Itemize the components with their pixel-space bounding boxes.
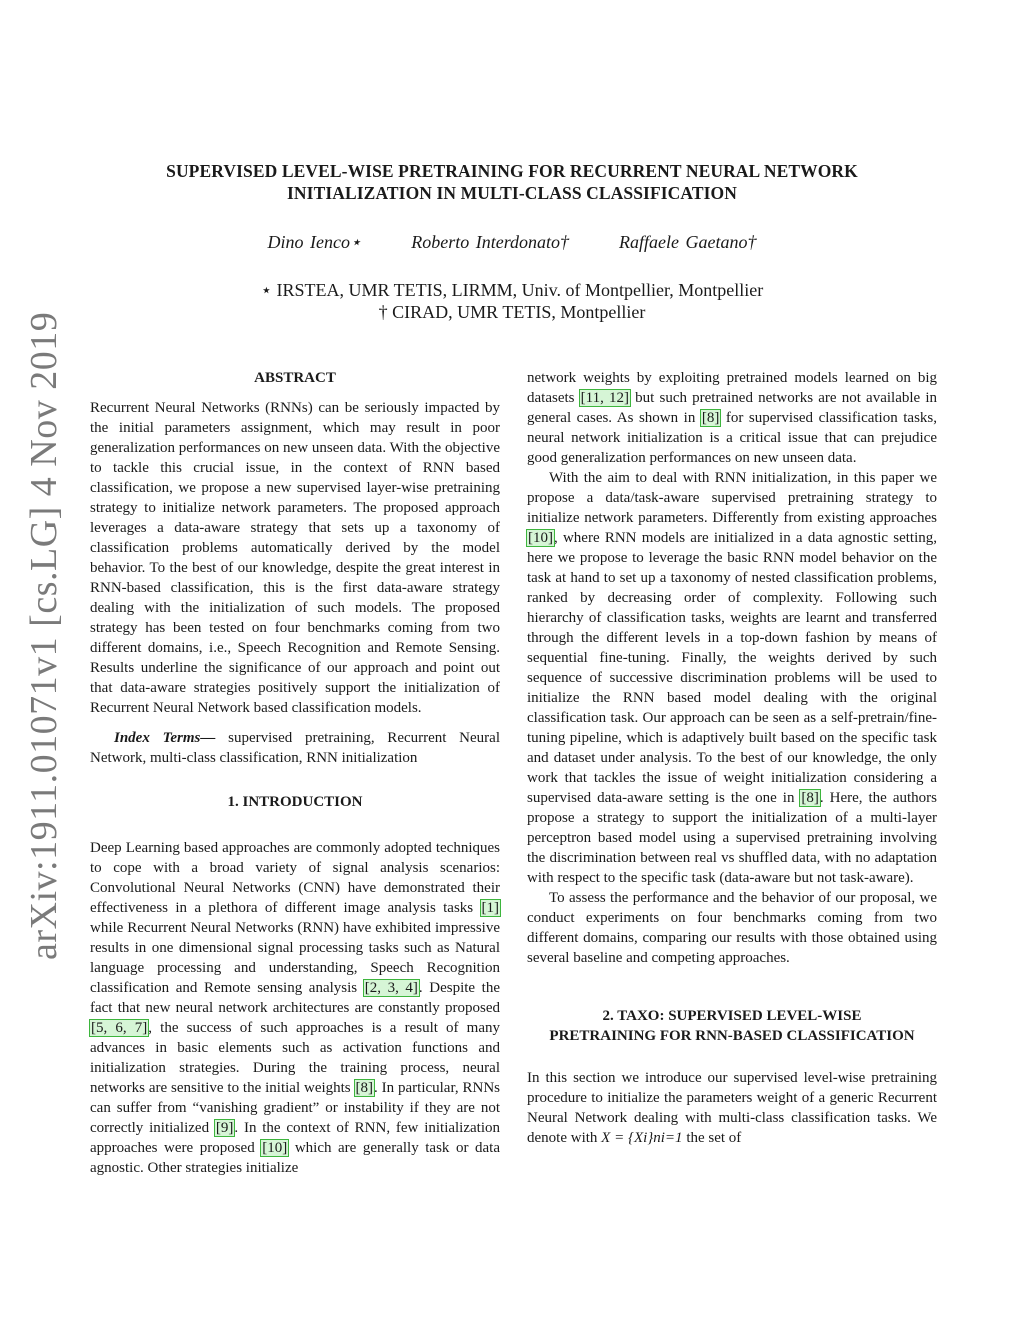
citation-link[interactable]: [10] bbox=[262, 1140, 288, 1156]
affiliation-1: ⋆ IRSTEA, UMR TETIS, LIRMM, Univ. of Montpellier, Montpellier bbox=[260, 280, 764, 300]
citation-link[interactable]: [9] bbox=[215, 1120, 234, 1136]
citation-link[interactable]: [8] bbox=[355, 1080, 374, 1096]
author-3: Raffaele Gaetano† bbox=[619, 232, 757, 252]
citation-link[interactable]: [8] bbox=[701, 410, 720, 426]
abstract-heading: ABSTRACT bbox=[254, 370, 336, 386]
index-terms-text: supervised pretraining, Recurrent Neural Network, multi-class classification, RNN initialization bbox=[90, 730, 500, 766]
arxiv-watermark: arXiv:1911.01071v1 [cs.LG] 4 Nov 2019 bbox=[23, 311, 65, 960]
citation-link[interactable]: [5, 6, 7] bbox=[91, 1020, 148, 1036]
right-column bbox=[527, 368, 937, 1148]
citation-link[interactable]: [2, 3, 4] bbox=[364, 980, 418, 996]
taxo-heading bbox=[527, 1006, 937, 1046]
intro-continued-paragraph: network weights by exploiting pretrained models learned on big datasets [11, 12] but such pretrained networks are not available in general cases. As shown in [8] for supervised classification tasks, neural network initialization is a critical issue that can prejudice good generalization performances on new unseen data. bbox=[527, 370, 938, 466]
author-list bbox=[160, 232, 864, 253]
abstract-text: Recurrent Neural Networks (RNNs) can be seriously impacted by the initial parameters assignment, which may result in poor generalization performances on new unseen data. With the objective to tackle this crucial issue, in the context of RNN based classification, we propose a new supervised layer-wise pretraining strategy to initialize network parameters. The proposed approach leverages a data-aware strategy that sets up a taxonomy of classification problems automatically derived by the model behavior. To the best of our knowledge, despite the great interest in RNN-based classification, this is the first data-aware strategy dealing with the initialization of such models. The proposed strategy has been tested on four benchmarks coming from two different domains, i.e., Speech Recognition and Remote Sensing. Results underline the significance of our approach and point out that data-aware strategies positively support the initialization of Recurrent Neural Network based classification models. bbox=[90, 400, 500, 716]
index-terms-label: Index Terms— bbox=[114, 730, 216, 746]
title-line-1: SUPERVISED LEVEL-WISE PRETRAINING FOR RECURRENT NEURAL NETWORK bbox=[166, 161, 858, 181]
intro-paragraph: Deep Learning based approaches are commonly adopted techniques to cope with a broad variety of signal analysis scenarios: Convolutional Neural Networks (CNN) have demonstrated their effectiveness in a plethora of different image analysis tasks [1] while Recurrent Neural Networks (RNN) have exhibited impressive results in one dimensional signal processing tasks such as Natural language processing and understanding, Speech Recognition classification and Remote sensing analysis [2, 3, 4]. Despite the fact that new neural network architectures are constantly proposed [5, 6, 7], the success of such approaches is a result of many advances in basic elements such as activation functions and initialization strategies. During the training process, neural networks are sensitive to the initial weights [8]. In particular, RNNs can suffer from “vanishing gradient” or instability if they are not correctly initialized [9]. In the context of RNN, few initialization approaches were proposed [10] which are generally task or data agnostic. Other strategies initialize bbox=[90, 840, 501, 1176]
taxo-heading-line-1: 2. TAXO: SUPERVISED LEVEL-WISE bbox=[602, 1008, 862, 1024]
citation-link[interactable]: [10] bbox=[528, 530, 553, 546]
taxo-heading-line-2: PRETRAINING FOR RNN-BASED CLASSIFICATION bbox=[549, 1028, 915, 1044]
title-line-2: INITIALIZATION IN MULTI-CLASS CLASSIFICATION bbox=[287, 183, 737, 203]
index-terms bbox=[90, 728, 500, 768]
intro-paragraph-3: To assess the performance and the behavior of our proposal, we conduct experiments on four benchmarks coming from two different domains, comparing our results with those obtained using several baseline and competing approaches. bbox=[527, 890, 937, 966]
intro-paragraph-2: With the aim to deal with RNN initialization, in this paper we propose a data/task-aware supervised pretraining strategy to initialize network parameters. Differently from existing approaches [10], where RNN models are initialized in a data agnostic setting, here we propose to leverage the basic RNN model behavior on the task at hand to set up a taxonomy of nested classification problems, ranked by decreasing order of complexity. Following such hierarchy of classification tasks, weights are learnt and transferred through the different levels in a top-down fashion by means of sequential fine-tuning. Finally, the weights derived by such sequence of successive discrimination problems will be used to initialize the RNN based model dealing with the original classification task. Our approach can be seen as a self-pretrain/fine-tuning pipeline, which is adaptively built based on the specific task and dataset under analysis. To the best of our knowledge, the only work that tackles the issue of weight initialization considering a supervised data-aware setting is the one in [8]. Here, the authors propose a strategy to support the initialization of a multi-layer perceptron based model using a supervised pretraining involving the discrimination between real vs shuffled data, with no adaptation with respect to the specific task (data-aware but not task-aware). bbox=[527, 470, 937, 886]
affiliation-2: † CIRAD, UMR TETIS, Montpellier bbox=[378, 302, 646, 322]
citation-link[interactable]: [11, 12] bbox=[580, 390, 629, 406]
arxiv-watermark-container bbox=[22, 311, 68, 960]
intro-heading: 1. INTRODUCTION bbox=[227, 794, 363, 810]
citation-link[interactable]: [8] bbox=[801, 790, 819, 806]
set-notation: X = {Xi}ni=1 bbox=[601, 1130, 683, 1146]
citation-link[interactable]: [1] bbox=[481, 900, 499, 916]
left-column bbox=[90, 368, 500, 1178]
author-1: Dino Ienco⋆ bbox=[267, 232, 362, 252]
paper-title bbox=[80, 160, 944, 204]
taxo-paragraph: In this section we introduce our supervised level-wise pretraining procedure to initialize the parameters weight of a generic Recurrent Neural Network dealing with multi-class classification tasks. We denote with X = {Xi}ni=1 the set of bbox=[527, 1070, 937, 1146]
author-2: Roberto Interdonato† bbox=[411, 232, 570, 252]
